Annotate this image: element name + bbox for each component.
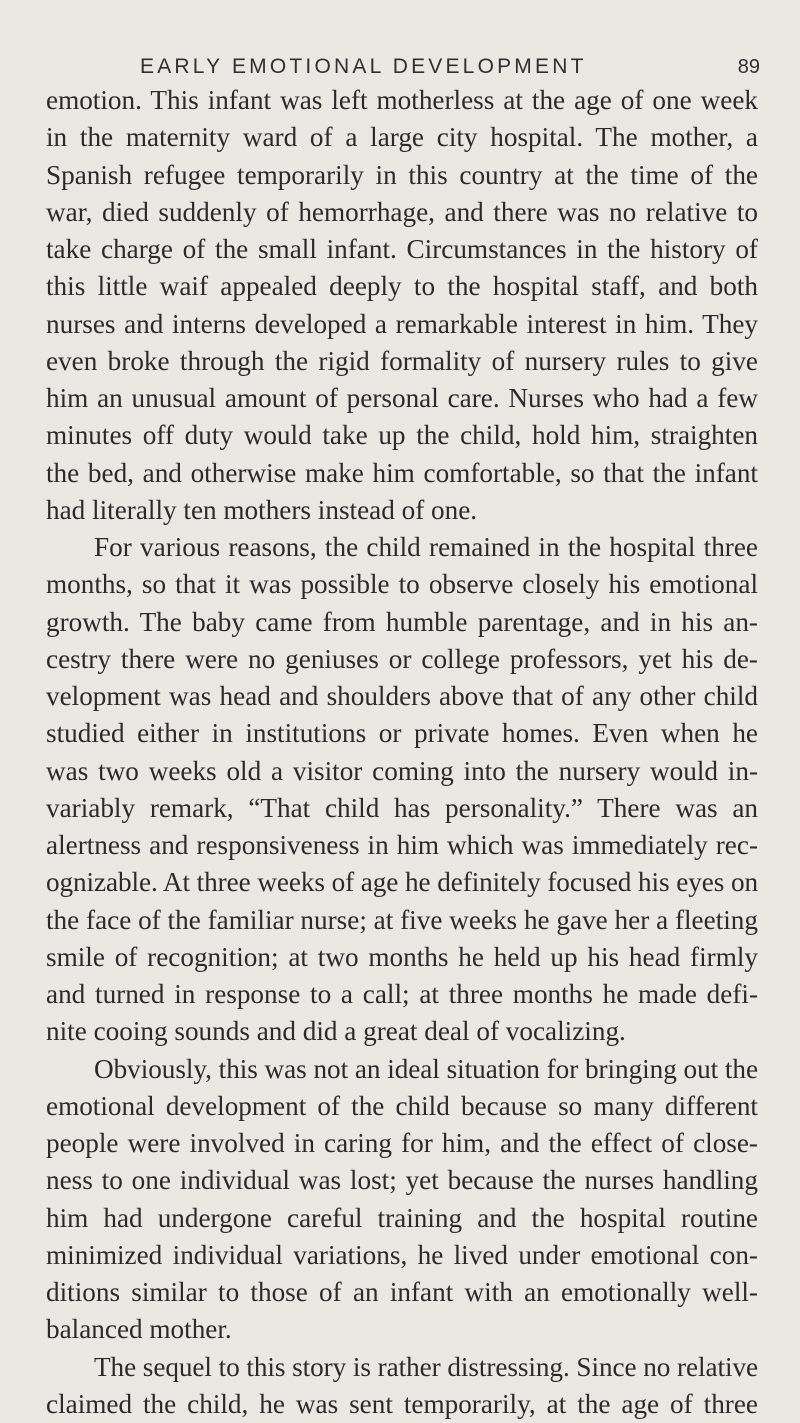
text-line: balanced mother. — [46, 1311, 758, 1348]
text-line: the bed, and otherwise make him comfortable, so that the infant — [46, 455, 758, 492]
text-line: had literally ten mothers instead of one. — [46, 492, 758, 529]
text-line: smile of recognition; at two months he held up his head firmly — [46, 939, 758, 976]
text-line: ognizable. At three weeks of age he definitely focused his eyes on — [46, 864, 758, 901]
text-line: minimized individual variations, he lived under emotional con- — [46, 1237, 758, 1274]
paragraph — [46, 529, 758, 1051]
text-line: The sequel to this story is rather distressing. Since no relative — [46, 1349, 758, 1386]
text-line: cestry there were no geniuses or college professors, yet his de- — [46, 641, 758, 678]
text-line: variably remark, “That child has personality.” There was an — [46, 790, 758, 827]
text-line: was two weeks old a visitor coming into the nursery would in- — [46, 753, 758, 790]
text-line: studied either in institutions or private homes. Even when he — [46, 715, 758, 752]
text-line: take charge of the small infant. Circumstances in the history of — [46, 231, 758, 268]
text-line: ness to one individual was lost; yet because the nurses handling — [46, 1162, 758, 1199]
text-line: minutes off duty would take up the child, hold him, straighten — [46, 417, 758, 454]
text-line: For various reasons, the child remained in the hospital three — [46, 529, 758, 566]
text-line: claimed the child, he was sent temporarily, at the age of three — [46, 1386, 758, 1423]
paragraph — [46, 1349, 758, 1423]
text-line: Spanish refugee temporarily in this country at the time of the — [46, 157, 758, 194]
text-line: ditions similar to those of an infant with an emotionally well- — [46, 1274, 758, 1311]
paragraph — [46, 82, 758, 529]
text-line: in the maternity ward of a large city hospital. The mother, a — [46, 119, 758, 156]
text-line: even broke through the rigid formality of nursery rules to give — [46, 343, 758, 380]
text-line: nite cooing sounds and did a great deal of vocalizing. — [46, 1013, 758, 1050]
text-line: people were involved in caring for him, and the effect of close- — [46, 1125, 758, 1162]
text-line: emotional development of the child because so many different — [46, 1088, 758, 1125]
text-line: months, so that it was possible to observe closely his emotional — [46, 566, 758, 603]
body-text — [46, 82, 758, 1423]
text-line: alertness and responsiveness in him which was immediately rec- — [46, 827, 758, 864]
text-line: him had undergone careful training and the hospital routine — [46, 1200, 758, 1237]
text-line: Obviously, this was not an ideal situation for bringing out the — [46, 1051, 758, 1088]
text-line: emotion. This infant was left motherless at the age of one week — [46, 82, 758, 119]
running-head: EARLY EMOTIONAL DEVELOPMENT — [140, 55, 587, 79]
paragraph — [46, 1051, 758, 1349]
text-line: this little waif appealed deeply to the hospital staff, and both — [46, 268, 758, 305]
page-number: 89 — [738, 56, 760, 79]
text-line: nurses and interns developed a remarkable interest in him. They — [46, 306, 758, 343]
text-line: velopment was head and shoulders above that of any other child — [46, 678, 758, 715]
text-line: the face of the familiar nurse; at five weeks he gave her a fleeting — [46, 902, 758, 939]
text-line: and turned in response to a call; at three months he made defi- — [46, 976, 758, 1013]
text-line: war, died suddenly of hemorrhage, and there was no relative to — [46, 194, 758, 231]
text-line: growth. The baby came from humble parentage, and in his an- — [46, 604, 758, 641]
text-line: him an unusual amount of personal care. Nurses who had a few — [46, 380, 758, 417]
